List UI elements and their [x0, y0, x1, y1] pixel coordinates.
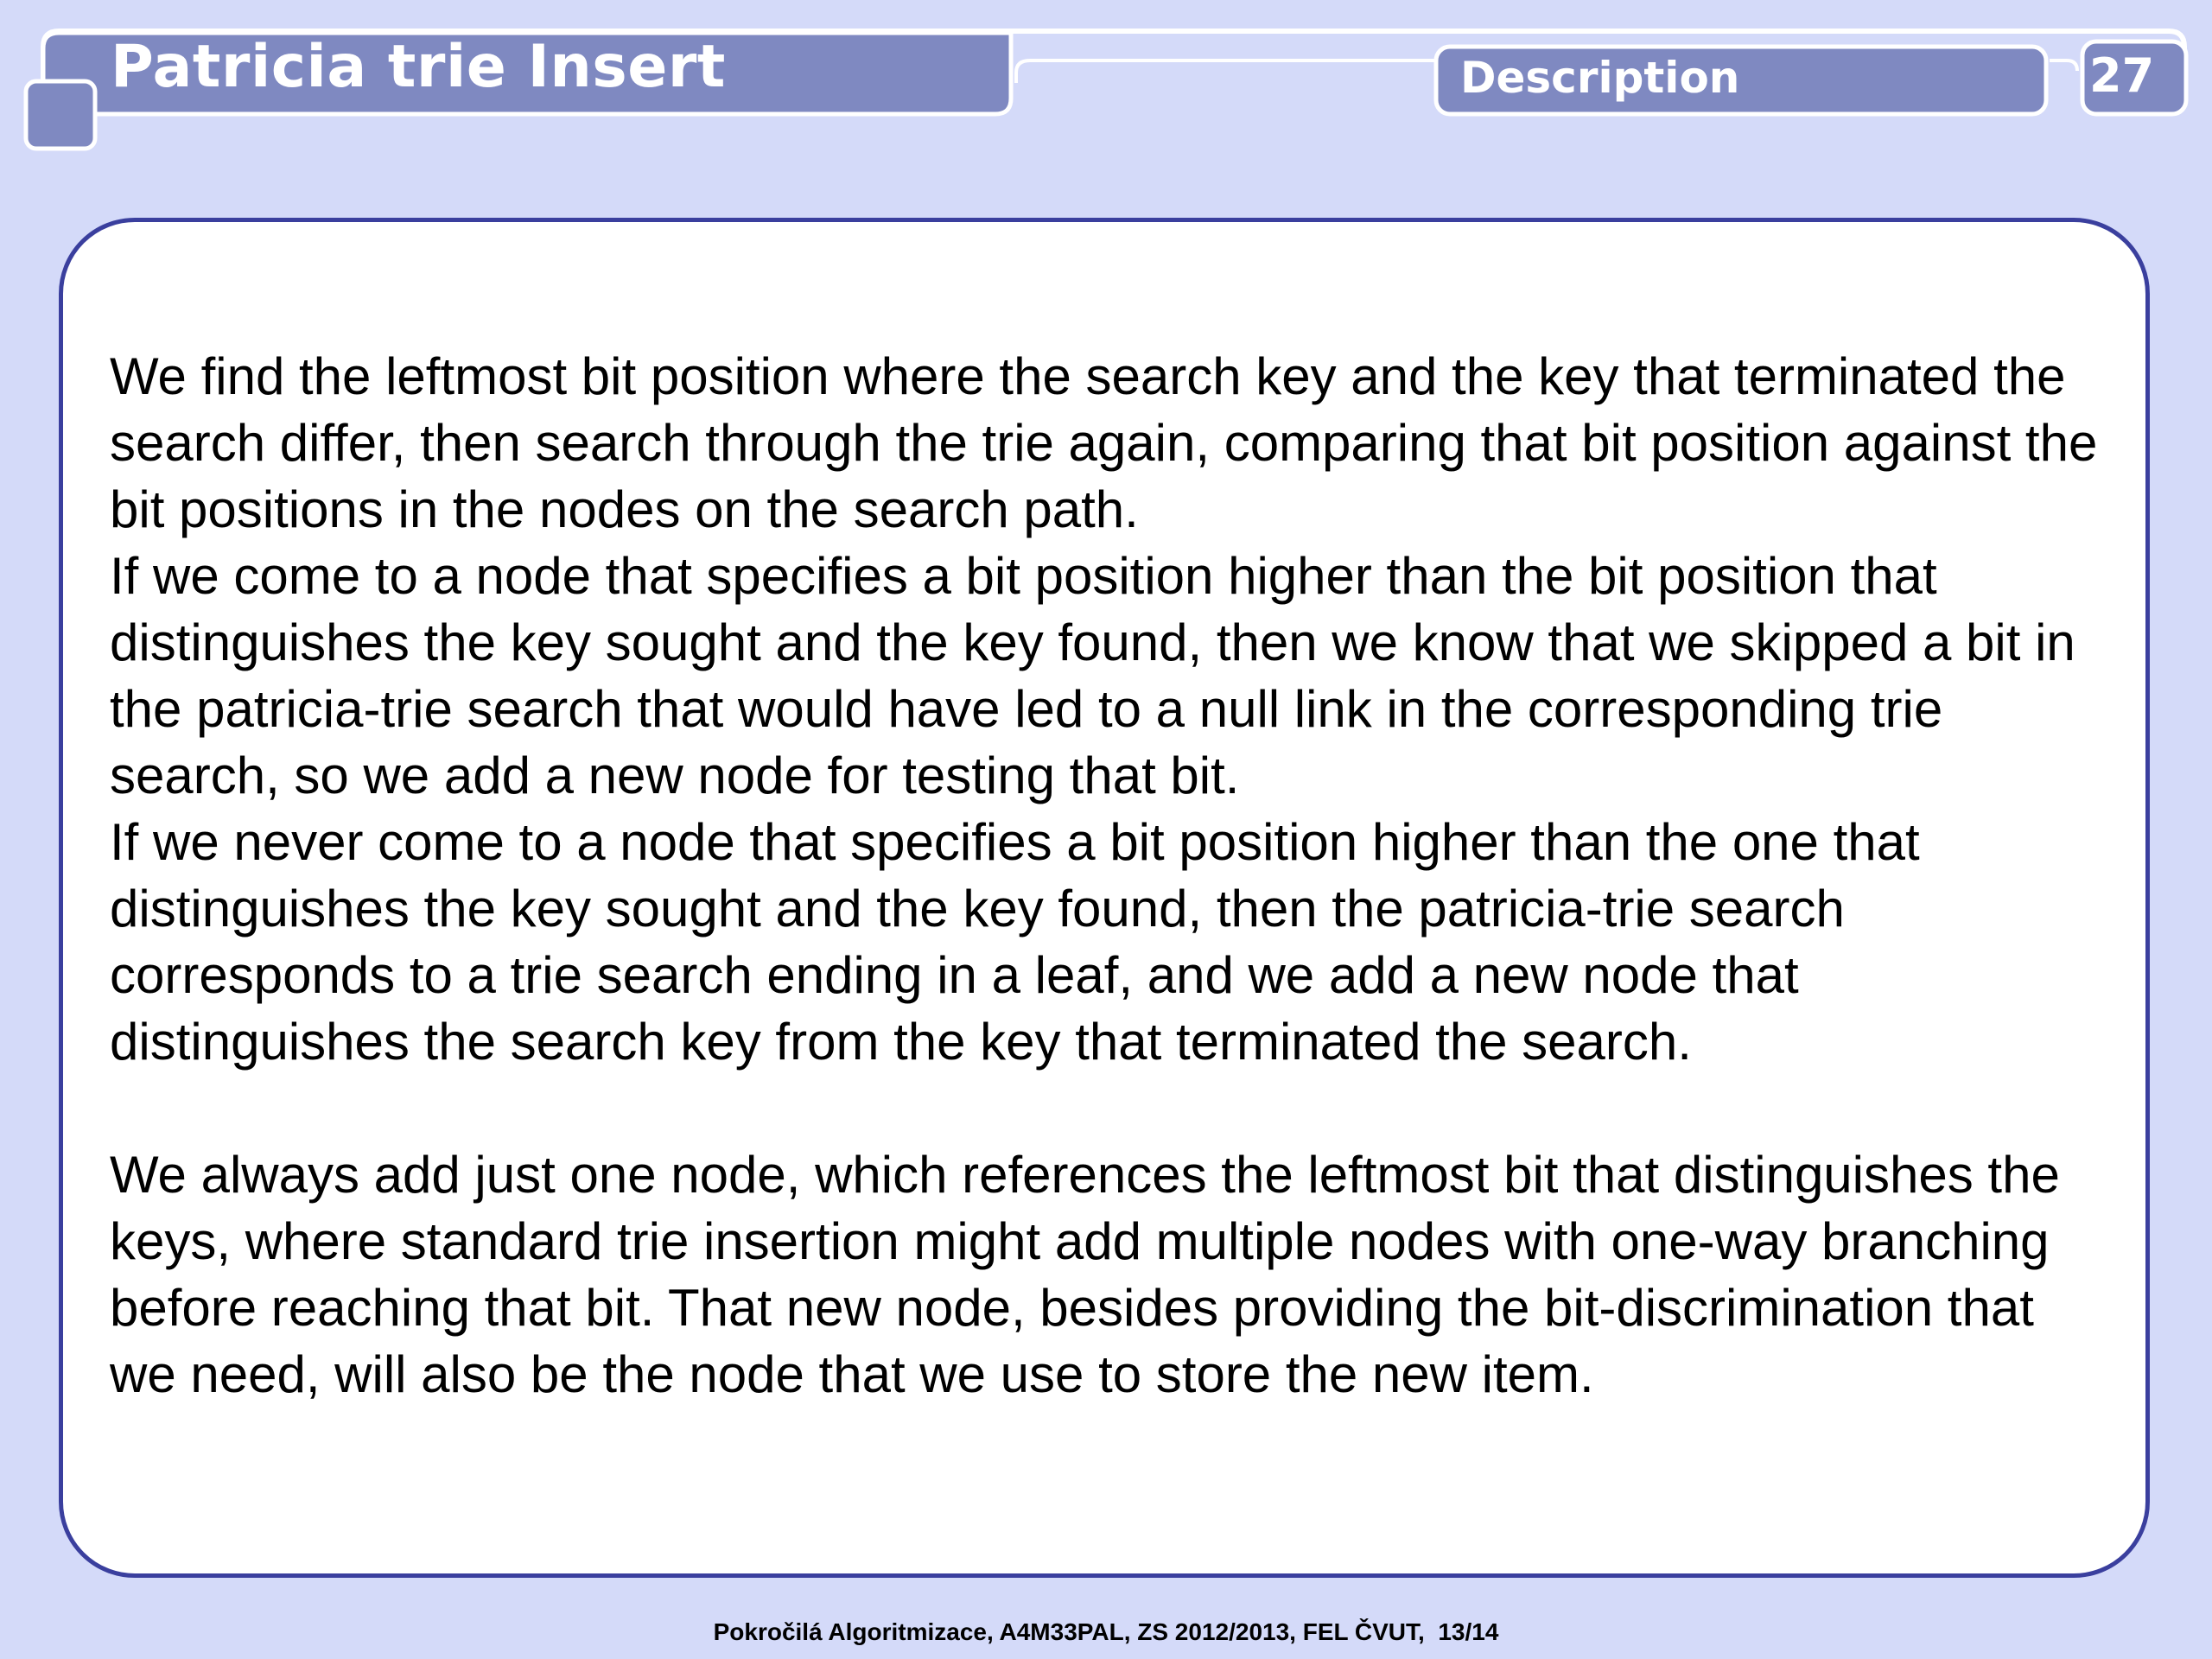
paragraph-higher-bit-case: If we come to a node that specifies a bit position higher than the bit position that distinguishes the key sought and the key found, then we know that we skipped a bit in the patricia-trie search that would have led to a null link in the corresponding trie search, so we add a new node for testing that bit.: [110, 547, 2075, 804]
slide-title: Patricia trie Insert: [111, 33, 726, 101]
paragraph-leftmost-bit: We find the leftmost bit position where the search key and the key that terminated the search differ, then search through the trie again, comparing that bit position against the bit positions in the nodes on the search path.: [110, 347, 2098, 538]
content-panel: [59, 218, 2150, 1578]
slide-footer: Pokročilá Algoritmizace, A4M33PAL, ZS 2012/2013, FEL ČVUT, 13/14: [713, 1618, 1499, 1645]
slide-number: 27: [2089, 48, 2155, 103]
page-tab-connector: [2050, 60, 2077, 71]
paragraph-leaf-case: If we never come to a node that specifies a bit position higher than the one that distinguishes the key sought and the key found, then the patricia-trie search corresponds to a trie search ending in a leaf, and we add a new node that distinguishes the search key from the key that terminated the search.: [110, 813, 1920, 1071]
header-connector: [1016, 60, 1436, 83]
section-label: Description: [1460, 53, 1740, 103]
decorative-square-icon: [26, 81, 95, 149]
paragraph-single-node: We always add just one node, which references the leftmost bit that distinguishes the keys, where standard trie insertion might add multiple nodes with one-way branching before reaching that bit. That new node, besides providing the bit-discrimination that we need, will also be the node that we use to store the new item.: [110, 1146, 2060, 1403]
